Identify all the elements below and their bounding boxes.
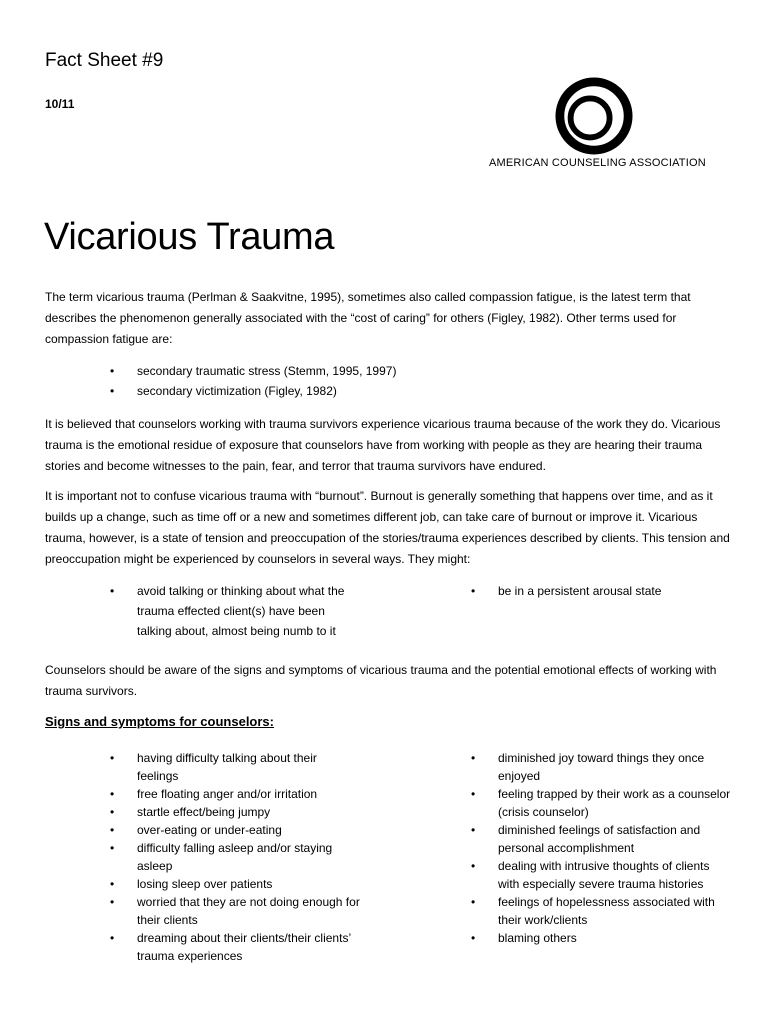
paragraph-awareness: Counselors should be aware of the signs and symptoms of vicarious trauma and the potential emotional effects of working with trauma survivors. [45,663,717,698]
list-item: • diminished joy toward things they once enjoyed [471,749,733,785]
list-item: • blaming others [471,929,733,947]
list-item: • be in a persistent arousal state [471,581,731,601]
paragraph-burnout: It is important not to confuse vicarious trauma with “burnout”. Burnout is generally something that happens over time, and as it builds up a change, such as time off or a new and sometimes different job, can take care of burnout or improve it. Vicarious trauma, however, is a state of tension and preoccupation of the stories/trauma experiences described by clients. This tension and preoccupation might be experienced by counselors in several ways. They might: [45,489,730,566]
list-item: • worried that they are not doing enough for their clients [110,893,360,929]
signs-list-right [471,749,733,947]
list-item: • startle effect/being jumpy [110,803,360,821]
aca-logo-icon [555,77,633,155]
list-item: • diminished feelings of satisfaction and personal accomplishment [471,821,733,857]
list-item: • having difficulty talking about their feelings [110,749,360,785]
might-list-right [471,581,731,601]
list-item: • feeling trapped by their work as a counselor (crisis counselor) [471,785,733,821]
organization-name: AMERICAN COUNSELING ASSOCIATION [489,157,706,169]
fact-sheet-date: 10/11 [45,97,75,111]
paragraph-vicarious-definition: It is believed that counselors working with trauma survivors experience vicarious trauma because of the work they do. Vicarious trauma is the emotional residue of exposure that counselors have from working with people as they are hearing their trauma stories and become witnesses to the pain, fear, and terror that trauma survivors have endured. [45,417,721,473]
list-item: • dreaming about their clients/their clients’ trauma experiences [110,929,360,965]
list-item: • secondary traumatic stress (Stemm, 1995, 1997) [110,361,610,381]
intro-paragraph: The term vicarious trauma (Perlman & Saakvitne, 1995), sometimes also called compassion fatigue, is the latest term that describes the phenomenon generally associated with the “cost of caring” for others (Figley, 1982). Other terms used for compassion fatigue are: [45,290,691,346]
list-item: • feelings of hopelessness associated with their work/clients [471,893,733,929]
other-terms-list [110,361,610,401]
list-item: • over-eating or under-eating [110,821,360,839]
list-item: • losing sleep over patients [110,875,360,893]
might-list-left [110,581,362,641]
list-item: • secondary victimization (Figley, 1982) [110,381,610,401]
list-item: • avoid talking or thinking about what the trauma effected client(s) have been talking about, almost being numb to it [110,581,362,641]
page-title: Vicarious Trauma [44,216,335,258]
signs-heading: Signs and symptoms for counselors: [45,714,274,729]
list-item: • free floating anger and/or irritation [110,785,360,803]
list-item: • difficulty falling asleep and/or staying asleep [110,839,360,875]
fact-sheet-number: Fact Sheet #9 [45,50,164,71]
signs-list-left [110,749,360,965]
list-item: • dealing with intrusive thoughts of clients with especially severe trauma histories [471,857,733,893]
